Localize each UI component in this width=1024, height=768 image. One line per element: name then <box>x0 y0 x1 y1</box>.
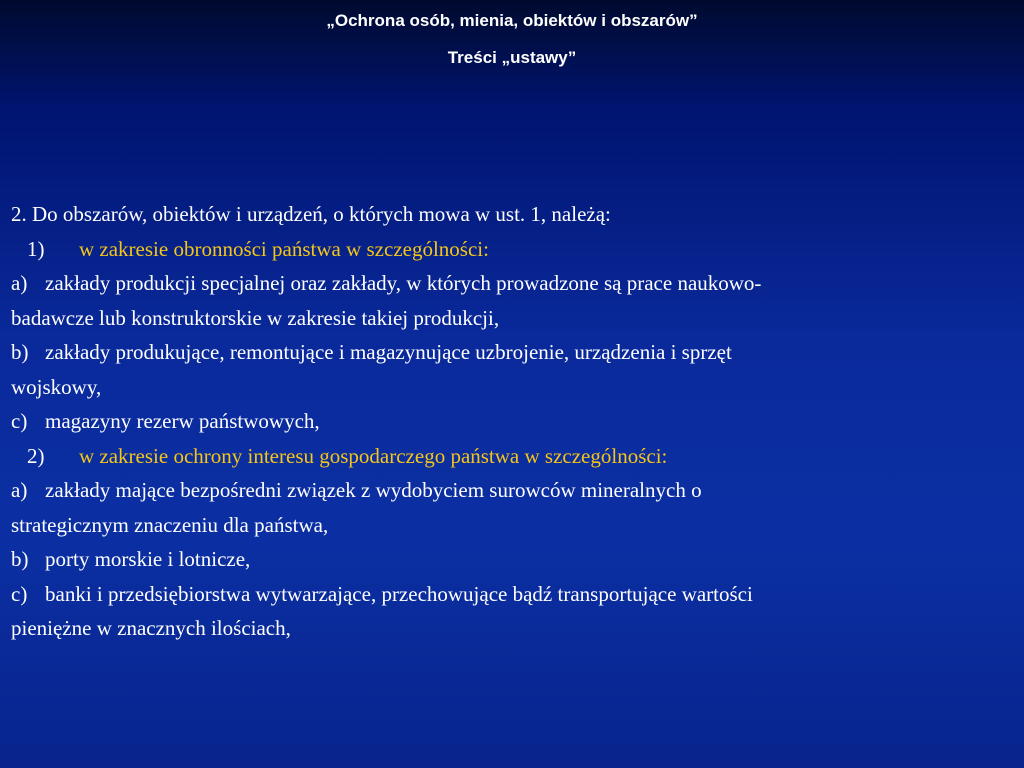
intro-paragraph: 2. Do obszarów, obiektów i urządzeń, o których mowa w ust. 1, należą: <box>11 202 611 226</box>
section-heading-defense <box>11 232 1011 267</box>
item-text: zakłady produkcji specjalnej oraz zakłady, w których prowadzone są prace naukowo- <box>45 271 762 295</box>
section-heading-economic <box>11 439 1011 474</box>
list-item <box>11 577 1011 646</box>
item-letter: c) <box>11 409 28 433</box>
item-text: magazyny rezerw państwowych, <box>45 409 320 433</box>
item-text: banki i przedsiębiorstwa wytwarzające, przechowujące bądź transportujące wartości <box>45 581 753 606</box>
item-text: zakłady mające bezpośredni związek z wydobyciem surowców mineralnych o <box>45 478 702 502</box>
item-letter: b) <box>11 340 29 364</box>
item-letter: a) <box>11 271 28 295</box>
list-item <box>11 266 1011 335</box>
list-item <box>11 473 1011 542</box>
list-item <box>11 542 1011 577</box>
item-letter: c) <box>11 581 28 606</box>
section-number: 1) <box>27 236 45 261</box>
list-item <box>11 335 1011 404</box>
section-number: 2) <box>27 443 45 468</box>
item-text-continuation: badawcze lub konstruktorskie w zakresie takiej produkcji, <box>11 305 500 330</box>
slide-title: „Ochrona osób, mienia, obiektów i obszarów” <box>326 11 698 30</box>
item-text: porty morskie i lotnicze, <box>45 547 251 571</box>
item-text-continuation: strategicznym znaczeniu dla państwa, <box>11 512 329 537</box>
slide-subtitle: Treści „ustawy” <box>447 48 577 67</box>
slide-body <box>11 197 1011 646</box>
item-text-continuation: wojskowy, <box>11 374 102 399</box>
item-letter: a) <box>11 478 28 502</box>
item-text: zakłady produkujące, remontujące i magazynujące uzbrojenie, urządzenia i sprzęt <box>45 340 732 364</box>
section-title: w zakresie ochrony interesu gospodarczego państwa w szczególności: <box>79 443 668 468</box>
section-title: w zakresie obronności państwa w szczególności: <box>79 236 489 261</box>
slide-header <box>0 10 1024 69</box>
list-item <box>11 404 1011 439</box>
item-letter: b) <box>11 547 29 571</box>
item-text-continuation: pieniężne w znacznych ilościach, <box>11 616 291 640</box>
